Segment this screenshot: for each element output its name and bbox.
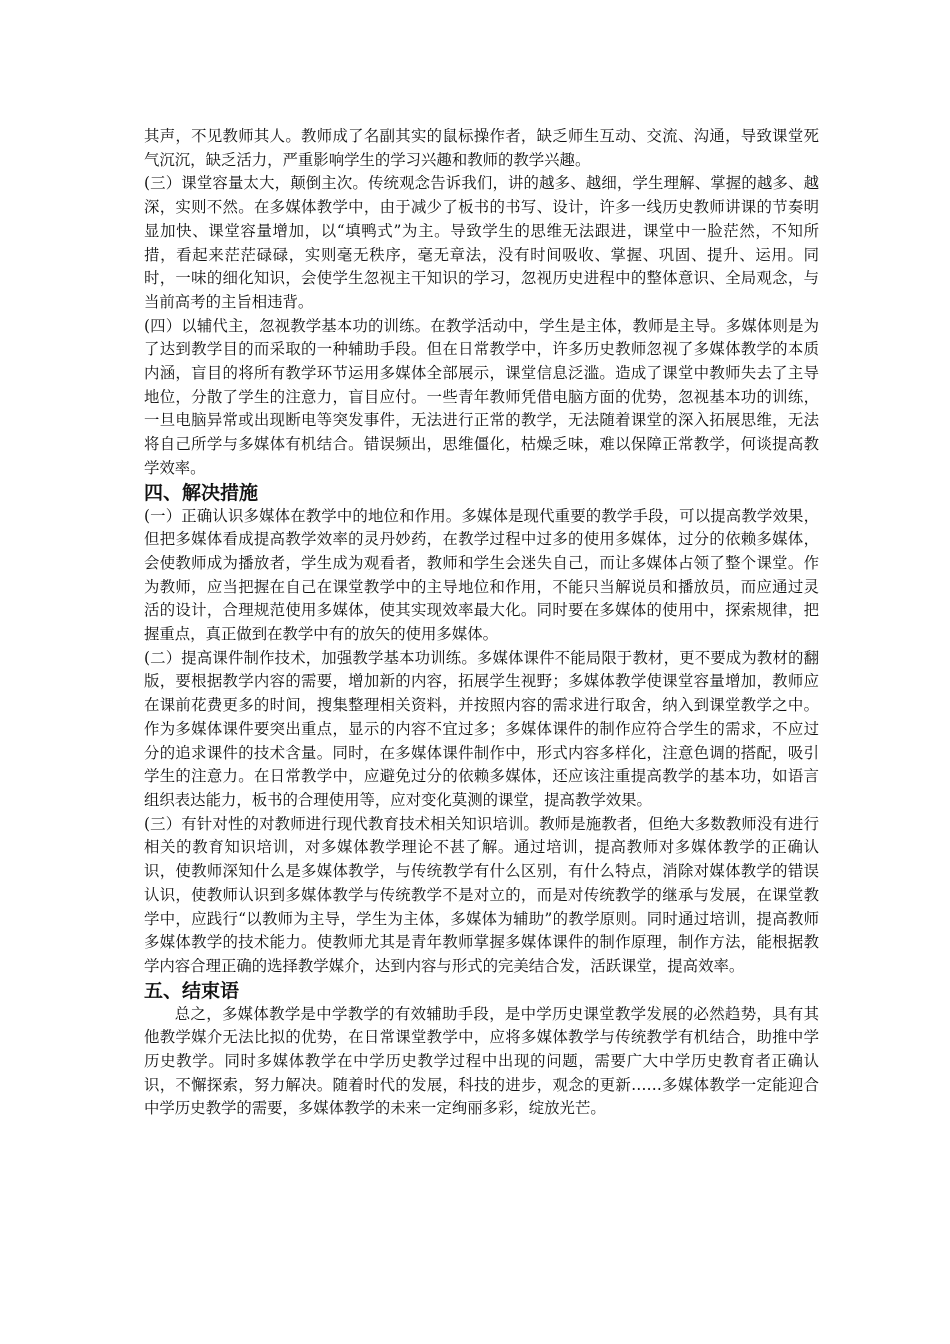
- paragraph-issue-3: (三）课堂容量太大，颠倒主次。传统观念告诉我们，讲的越多、越细，学生理解、掌握的越多、越深，实则不然。在多媒体教学中，由于减少了板书的书写、设计，许多一线历史教师讲课的节奏明显加快、课堂容量增加，以“填鸭式”为主。导致学生的思维无法跟进，课堂中一脸茫然，不知所措，看起来茫茫碌碌，实则毫无秩序，毫无章法，没有时间吸收、掌握、巩固、提升、运用。同时，一味的细化知识，会使学生忽视主干知识的学习，忽视历史进程中的整体意识、全局观念，与当前高考的主旨相违背。: [144, 174, 819, 311]
- paragraph-conclusion: 总之，多媒体教学是中学教学的有效辅助手段，是中学历史课堂教学发展的必然趋势，具有其他教学媒介无法比拟的优势，在日常课堂教学中，应将多媒体教学与传统教学有机结合，助推中学历史教学。同时多媒体教学在中学历史教学过程中出现的问题，需要广大中学历史教育者正确认识，不懈探索，努力解决。随着时代的发展，科技的进步，观念的更新……多媒体教学一定能迎合中学历史教学的需要，多媒体教学的未来一定绚丽多彩，绽放光芒。: [144, 1004, 819, 1118]
- paragraph-solution-2: (二）提高课件制作技术，加强教学基本功训练。多媒体课件不能局限于教材，更不要成为教材的翻版，要根据教学内容的需要，增加新的内容，拓展学生视野；多媒体教学使课堂容量增加，教师应在课前花费更多的时间，搜集整理相关资料，并按照内容的需求进行取舍，纳入到课堂教学之中。作为多媒体课件要突出重点，显示的内容不宜过多；多媒体课件的制作应符合学生的需求，不应过分的追求课件的技术含量。同时，在多媒体课件制作中，形式内容多样化，注意色调的搭配，吸引学生的注意力。在日常教学中，应避免过分的依赖多媒体，还应该注重提高教学的基本功，如语言组织表达能力，板书的合理使用等，应对变化莫测的课堂，提高教学效果。: [144, 648, 819, 809]
- section-heading-solutions: 四、解决措施: [144, 481, 259, 504]
- paragraph-continuation: 其声，不见教师其人。教师成了名副其实的鼠标操作者，缺乏师生互动、交流、沟通，导致课堂死气沉沉，缺乏活力，严重影响学生的学习兴趣和教师的教学兴趣。: [144, 127, 819, 169]
- paragraph-solution-3: (三）有针对性的对教师进行现代教育技术相关知识培训。教师是施教者，但绝大多数教师没有进行相关的教育知识培训，对多媒体教学理论不甚了解。通过培训，提高教师对多媒体教学的正确认识，使教师深知什么是多媒体教学，与传统教学有什么区别，有什么特点，消除对媒体教学的错误认识，使教师认识到多媒体教学与传统教学不是对立的，而是对传统教学的继承与发展，在课堂教学中，应践行“以教师为主导，学生为主体，多媒体为辅助”的教学原则。同时通过培训，提高教师多媒体教学的技术能力。使教师尤其是青年教师掌握多媒体课件的制作原理，制作方法，能根据教学内容合理正确的选择教学媒介，达到内容与形式的完美结合发，活跃课堂，提高效率。: [144, 814, 819, 975]
- section-heading-conclusion: 五、结束语: [144, 979, 240, 1002]
- paragraph-solution-1: (一）正确认识多媒体在教学中的地位和作用。多媒体是现代重要的教学手段，可以提高教学效果，但把多媒体看成提高教学效率的灵丹妙药，在教学过程中过多的使用多媒体，过分的依赖多媒体，会使教师成为播放者，学生成为观看者，教师和学生会迷失自己，而让多媒体占领了整个课堂。作为教师，应当把握在自己在课堂教学中的主导地位和作用，不能只当解说员和播放员，而应通过灵活的设计，合理规范使用多媒体，使其实现效率最大化。同时要在多媒体的使用中，探索规律，把握重点，真正做到在教学中有的放矢的使用多媒体。: [144, 506, 819, 644]
- document-page: [144, 125, 819, 1121]
- paragraph-issue-4: (四）以辅代主，忽视教学基本功的训练。在教学活动中，学生是主体，教师是主导。多媒体则是为了达到教学目的而采取的一种辅助手段。但在日常教学中，许多历史教师忽视了多媒体教学的本质内涵，盲目的将所有教学环节运用多媒体全部展示，课堂信息泛滥。造成了课堂中教师失去了主导地位，分散了学生的注意力，盲目应付。一些青年教师凭借电脑方面的优势，忽视基本功的训练，一旦电脑异常或出现断电等突发事件，无法进行正常的教学，无法随着课堂的深入拓展思维，无法将自己所学与多媒体有机结合。错误频出，思维僵化，枯燥乏味，难以保障正常教学，何谈提高教学效率。: [144, 316, 819, 477]
